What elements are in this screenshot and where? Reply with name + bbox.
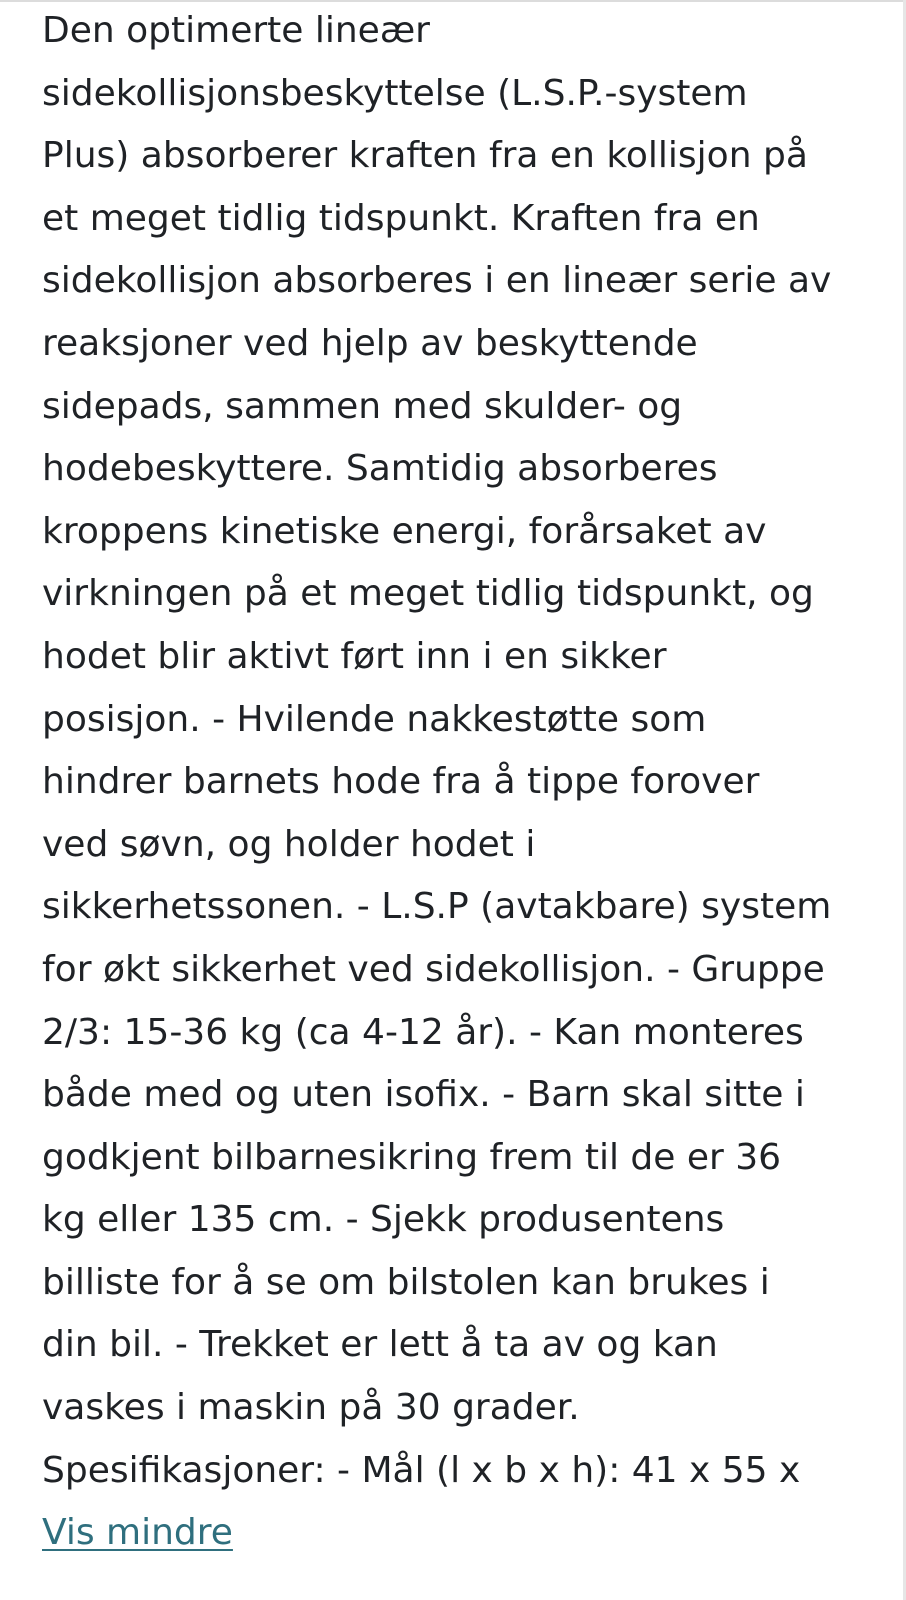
description-line: Spesifikasjoner: - Mål (l x b x h): 41 x 55 x	[42, 1449, 801, 1491]
description-line: hindrer barnets hode fra å tippe forover	[42, 761, 760, 803]
description-line: for økt sikkerhet ved sidekollisjon. - Gruppe	[42, 948, 825, 990]
description-line: kroppens kinetiske energi, forårsaket av	[42, 510, 767, 552]
description-line: hodet blir aktivt ført inn i en sikker	[42, 635, 667, 677]
description-line: din bil. - Trekket er lett å ta av og kan	[42, 1324, 718, 1366]
description-line: både med og uten isofix. - Barn skal sitte i	[42, 1074, 805, 1116]
description-line: hodebeskyttere. Samtidig absorberes	[42, 448, 718, 490]
description-line: sidepads, sammen med skulder- og	[42, 385, 683, 427]
description-line: ved søvn, og holder hodet i	[42, 823, 536, 865]
description-line: vaskes i maskin på 30 grader.	[42, 1387, 580, 1429]
description-line: kg eller 135 cm. - Sjekk produsentens	[42, 1199, 725, 1241]
description-line: sidekollisjonsbeskyttelse (L.S.P.-system	[42, 72, 748, 114]
description-line: Plus) absorberer kraften fra en kollisjon på	[42, 135, 808, 177]
description-line: et meget tidlig tidspunkt. Kraften fra en	[42, 197, 760, 239]
description-line: sikkerhetssonen. - L.S.P (avtakbare) system	[42, 886, 832, 928]
description-line: Den optimerte lineær	[42, 10, 430, 51]
show-less-link[interactable]: Vis mindre	[42, 1512, 233, 1554]
description-line: billiste for å se om bilstolen kan brukes i	[42, 1261, 770, 1303]
description-line: 2/3: 15-36 kg (ca 4-12 år). - Kan monteres	[42, 1011, 804, 1053]
description-line: reaksjoner ved hjelp av beskyttende	[42, 322, 698, 364]
description-line: posisjon. - Hvilende nakkestøtte som	[42, 698, 707, 740]
product-description	[42, 0, 906, 1565]
description-line: sidekollisjon absorberes i en lineær serie av	[42, 260, 832, 302]
description-line: virkningen på et meget tidlig tidspunkt, og	[42, 573, 814, 615]
description-line: godkjent bilbarnesikring frem til de er 36	[42, 1136, 782, 1178]
